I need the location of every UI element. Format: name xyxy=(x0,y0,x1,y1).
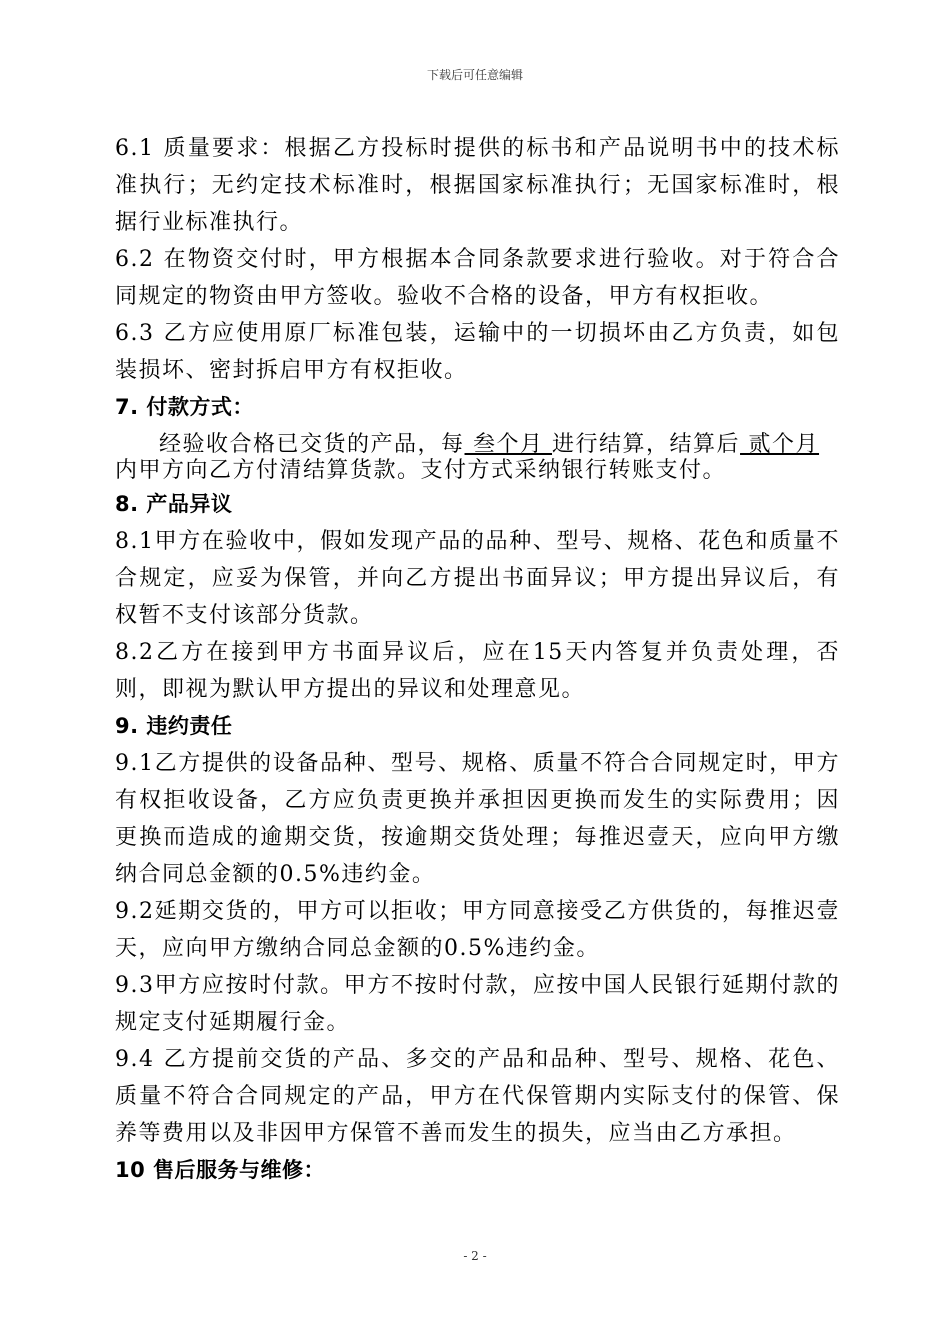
clause-6-2: 6.2 在物资交付时，甲方根据本合同条款要求进行验收。对于符合合同规定的物资由甲方签收。验收不合格的设备，甲方有权拒收。 xyxy=(115,247,840,309)
payment-period: 叁个月 xyxy=(464,432,553,457)
payment-text-3: 内甲方向乙方付清结算货款。支付方式采纳银行转账支付。 xyxy=(115,458,727,483)
section-7-heading: 7. 付款方式： xyxy=(115,395,254,419)
section-9-heading: 9. 违约责任 xyxy=(115,714,233,738)
payment-clause xyxy=(115,426,840,486)
payment-deadline: 贰个月 xyxy=(740,432,820,457)
page-header: 下载后可任意编辑 xyxy=(426,68,523,82)
clause-9-4: 9.4 乙方提前交货的产品、多交的产品和品种、型号、规格、花色、质量不符合合同规定的产品，甲方在代保管期内实际支付的保管、保养等费用以及非因甲方保管不善而发生的损失，应当由乙方承担。 xyxy=(115,1047,840,1146)
clause-6-3: 6.3 乙方应使用原厂标准包装，运输中的一切损坏由乙方负责，如包装损坏、密封拆启甲方有权拒收。 xyxy=(115,321,840,383)
clause-8-2: 8.2乙方在接到甲方书面异议后，应在15天内答复并负责处理，否则，即视为默认甲方提出的异议和处理意见。 xyxy=(115,640,840,702)
clause-9-3: 9.3甲方应按时付款。甲方不按时付款，应按中国人民银行延期付款的规定支付延期履行金。 xyxy=(115,973,840,1035)
clause-6-1: 6.1 质量要求：根据乙方投标时提供的标书和产品说明书中的技术标准执行；无约定技术标准时，根据国家标准执行；无国家标准时，根据行业标准执行。 xyxy=(115,136,840,235)
section-10-heading: 10 售后服务与维修： xyxy=(115,1158,326,1182)
page-number: - 2 - xyxy=(463,1249,487,1263)
clause-9-2: 9.2延期交货的，甲方可以拒收；甲方同意接受乙方供货的，每推迟壹天，应向甲方缴纳合同总金额的0.5%违约金。 xyxy=(115,899,840,961)
payment-text-1: 经验收合格已交货的产品，每 xyxy=(159,432,465,457)
clause-8-1: 8.1甲方在验收中，假如发现产品的品种、型号、规格、花色和质量不合规定，应妥为保管，并向乙方提出书面异议；甲方提出异议后，有权暂不支付该部分货款。 xyxy=(115,529,840,628)
clause-9-1: 9.1乙方提供的设备品种、型号、规格、质量不符合合同规定时，甲方有权拒收设备，乙方应负责更换并承担因更换而发生的实际费用；因更换而造成的逾期交货，按逾期交货处理；每推迟壹天，应向甲方缴纳合同总金额的0.5%违约金。 xyxy=(115,751,840,887)
section-8-heading: 8. 产品异议 xyxy=(115,492,233,516)
document-body xyxy=(115,130,840,1189)
payment-text-2: 进行结算，结算后 xyxy=(552,432,741,457)
